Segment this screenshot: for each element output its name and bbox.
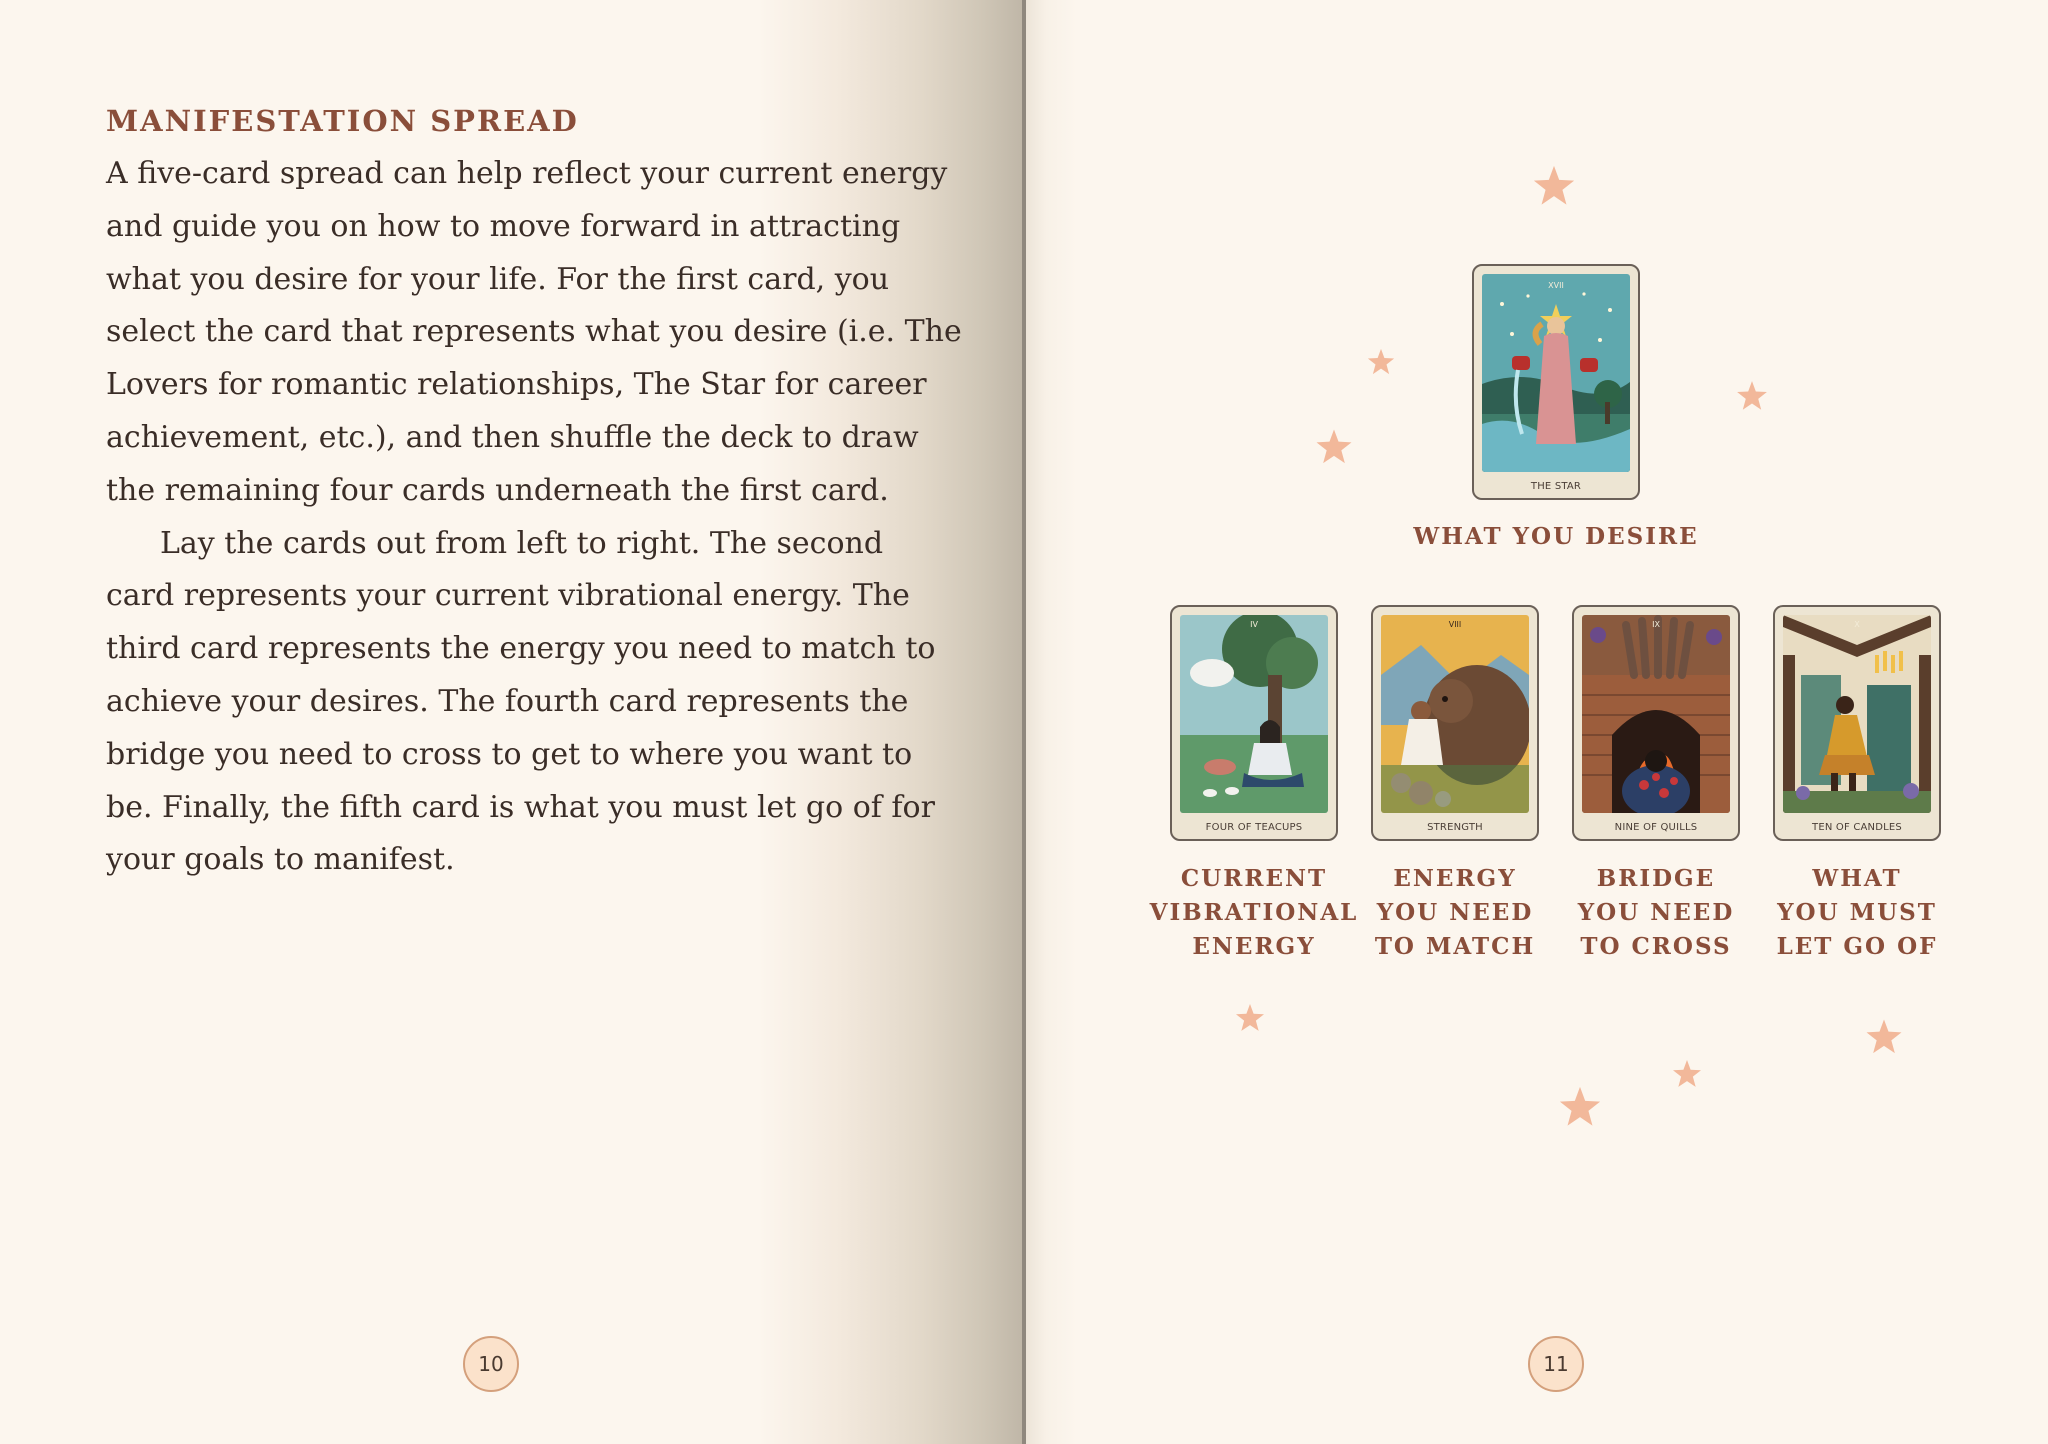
body-line: be. Finally, the fifth card is what you must let go of for — [106, 789, 935, 825]
label-what-you-must-let-go-of: WHAT YOU MUST LET GO OF — [1776, 865, 1938, 960]
star-icon — [1864, 1017, 1904, 1057]
tarot-card-nine-of-quills — [1572, 605, 1740, 841]
tarot-card-ten-of-candles — [1773, 605, 1941, 841]
label-what-you-desire: WHAT YOU DESIRE — [1413, 523, 1699, 550]
body-line: A five-card spread can help reflect your current energy — [106, 156, 948, 191]
body-line: third card represents the energy you need to match to — [106, 631, 936, 667]
star-icon — [1531, 163, 1577, 209]
right-page — [1026, 0, 2048, 1444]
card-title: FOUR OF TEACUPS — [1205, 822, 1303, 833]
star-icon — [1234, 1002, 1266, 1034]
body-line: what you desire for your life. For the first card, you — [106, 261, 890, 297]
section-heading: MANIFESTATION SPREAD — [106, 104, 579, 138]
label-bridge-you-need-to-cross: BRIDGE YOU NEED TO CROSS — [1577, 865, 1735, 960]
tarot-card-strength — [1371, 605, 1539, 841]
body-text — [106, 148, 962, 887]
label-current-vibrational-energy: CURRENT VIBRATIONAL ENERGY — [1149, 865, 1359, 960]
star-icon — [1671, 1058, 1703, 1090]
body-line: Lay the cards out from left to right. The second — [160, 525, 884, 561]
card-illustration — [1381, 615, 1529, 813]
page-number-right: 11 — [1528, 1336, 1584, 1392]
card-illustration — [1482, 274, 1630, 472]
card-title: STRENGTH — [1427, 822, 1483, 833]
body-line: Lovers for romantic relationships, The Star for career — [106, 367, 927, 403]
card-illustration — [1582, 615, 1730, 813]
svg-text:XVII: XVII — [1548, 281, 1564, 290]
body-line: achievement, etc.), and then shuffle the deck to draw — [106, 419, 919, 455]
body-line: your goals to manifest. — [106, 842, 455, 878]
body-line: select the card that represents what you desire (i.e. The — [106, 314, 962, 350]
page-number-left: 10 — [463, 1336, 519, 1392]
card-title: NINE OF QUILLS — [1614, 822, 1698, 833]
svg-text:X: X — [1854, 620, 1860, 629]
body-line: achieve your desires. The fourth card represents the — [106, 683, 909, 719]
tarot-card-the-star — [1472, 264, 1640, 500]
star-icon — [1735, 379, 1769, 413]
card-title: THE STAR — [1530, 481, 1582, 492]
card-title: TEN OF CANDLES — [1812, 822, 1902, 833]
tarot-card-four-of-teacups — [1170, 605, 1338, 841]
body-line: bridge you need to cross to get to where you want to — [106, 736, 913, 772]
card-illustration — [1783, 615, 1931, 813]
star-icon — [1557, 1084, 1603, 1130]
body-line: card represents your current vibrational energy. The — [106, 578, 910, 614]
body-line: and guide you on how to move forward in attracting — [106, 208, 901, 244]
svg-text:VIII: VIII — [1448, 620, 1462, 629]
svg-text:IX: IX — [1652, 620, 1660, 629]
body-line: the remaining four cards underneath the first card. — [106, 472, 889, 508]
star-icon — [1314, 427, 1354, 467]
svg-text:IV: IV — [1250, 620, 1258, 629]
star-icon — [1366, 347, 1396, 377]
card-illustration — [1180, 615, 1328, 813]
label-energy-you-need-to-match: ENERGY YOU NEED TO MATCH — [1374, 865, 1536, 960]
